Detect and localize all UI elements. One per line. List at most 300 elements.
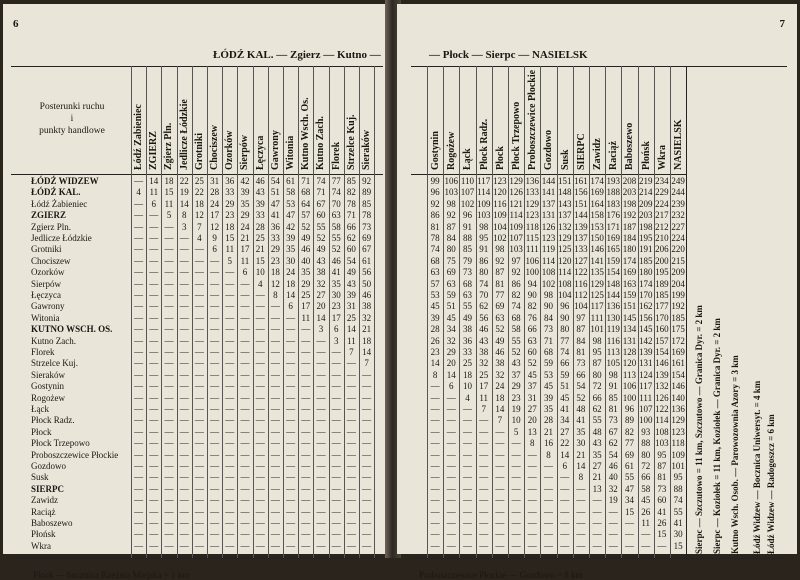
distance-cell: 25: [346, 312, 356, 323]
distance-cell: 14: [286, 290, 296, 300]
distance-cell: 11: [225, 244, 235, 255]
distance-cell: 47: [270, 198, 280, 209]
distance-cell: —: [346, 369, 356, 380]
distance-cell: 144: [541, 176, 556, 186]
distance-cell: —: [479, 449, 489, 460]
distance-cell: —: [149, 472, 159, 483]
distance-cell: —: [446, 529, 456, 540]
distance-cell: —: [430, 529, 440, 540]
station-name: SIERPC: [31, 483, 65, 494]
distance-cell: —: [346, 518, 356, 528]
distance-cell: —: [134, 267, 144, 278]
distance-cell: —: [240, 529, 250, 540]
distance-cell: 189: [655, 278, 669, 289]
distance-cell: 63: [430, 267, 440, 278]
distance-cell: 94: [527, 278, 537, 289]
distance-cell: —: [430, 438, 440, 449]
distance-cell: 116: [574, 278, 588, 289]
station-name: ŁÓDŹ WIDZEW: [31, 176, 99, 186]
distance-cell: 59: [543, 358, 553, 369]
distance-cell: 98: [446, 198, 456, 209]
distance-cell: —: [210, 415, 220, 426]
distance-cell: —: [286, 404, 296, 414]
distance-cell: 55: [673, 506, 683, 517]
distance-cell: 145: [638, 324, 653, 335]
distance-cell: —: [316, 415, 326, 426]
distance-cell: —: [134, 301, 144, 312]
distance-cell: —: [225, 415, 235, 426]
distance-cell: —: [149, 529, 159, 540]
distance-cell: —: [316, 518, 326, 528]
distance-cell: —: [316, 540, 326, 551]
distance-cell: 38: [362, 301, 372, 312]
distance-cell: 8: [546, 449, 551, 460]
distance-cell: 232: [671, 210, 685, 221]
distance-cell: 169: [606, 233, 621, 243]
distance-cell: —: [194, 518, 204, 528]
distance-cell: 14: [560, 449, 570, 460]
distance-cell: 139: [574, 221, 588, 232]
distance-cell: —: [270, 369, 280, 380]
distance-cell: 39: [543, 392, 553, 403]
distance-cell: —: [270, 438, 280, 449]
distance-cell: —: [255, 483, 265, 494]
distance-cell: 6: [212, 244, 217, 255]
distance-cell: —: [316, 472, 326, 483]
distance-cell: —: [346, 472, 356, 483]
distance-cell: —: [331, 483, 341, 494]
distance-cell: 103: [444, 187, 459, 198]
distance-cell: 77: [331, 176, 341, 186]
distance-cell: 69: [446, 267, 456, 278]
distance-cell: —: [301, 529, 311, 540]
distance-cell: —: [240, 381, 250, 392]
distance-cell: —: [179, 518, 189, 528]
distance-cell: —: [255, 415, 265, 426]
distance-cell: 80: [560, 324, 570, 335]
distance-cell: 41: [331, 267, 341, 278]
distance-cell: 18: [286, 278, 296, 289]
distance-cell: 79: [462, 255, 472, 266]
distance-cell: 55: [462, 301, 472, 312]
distance-cell: 4: [197, 233, 202, 243]
distance-cell: —: [149, 404, 159, 414]
distance-cell: —: [316, 369, 326, 380]
distance-cell: 53: [543, 369, 553, 380]
distance-cell: —: [270, 472, 280, 483]
distance-cell: 86: [511, 278, 521, 289]
distance-cell: 87: [446, 221, 456, 232]
distance-cell: —: [511, 461, 521, 471]
distance-cell: —: [194, 483, 204, 494]
distance-cell: 134: [622, 324, 637, 335]
distance-cell: 101: [671, 461, 685, 471]
distance-cell: 19: [179, 187, 189, 198]
distance-cell: 67: [316, 198, 326, 209]
distance-cell: —: [462, 495, 472, 506]
distance-cell: —: [270, 483, 280, 494]
distance-cell: 82: [511, 290, 521, 300]
distance-cell: —: [194, 461, 204, 471]
distance-cell: —: [543, 529, 553, 540]
distance-cell: 185: [671, 312, 685, 323]
distance-cell: —: [179, 324, 189, 335]
distance-cell: —: [179, 244, 189, 255]
distance-cell: 107: [509, 233, 523, 243]
distance-cell: 55: [624, 472, 634, 483]
distance-cell: 116: [606, 335, 620, 346]
distance-cell: —: [430, 449, 440, 460]
distance-cell: 137: [574, 233, 588, 243]
distance-cell: —: [346, 438, 356, 449]
distance-cell: 46: [495, 347, 505, 357]
distance-cell: 157: [655, 335, 669, 346]
distance-cell: —: [301, 381, 311, 392]
distance-cell: —: [286, 347, 296, 357]
distance-cell: 67: [362, 244, 372, 255]
distance-cell: 35: [592, 449, 602, 460]
distance-cell: —: [430, 461, 440, 471]
distance-cell: 8: [530, 438, 535, 449]
distance-cell: 24: [286, 267, 296, 278]
distance-cell: 17: [301, 301, 311, 312]
distance-cell: 54: [270, 176, 280, 186]
distance-cell: —: [194, 255, 204, 266]
distance-cell: 81: [576, 347, 586, 357]
distance-cell: —: [255, 347, 265, 357]
distance-cell: 49: [346, 267, 356, 278]
distance-cell: —: [362, 438, 372, 449]
distance-cell: —: [134, 392, 144, 403]
distance-cell: —: [592, 540, 602, 551]
distance-cell: 11: [240, 255, 250, 266]
distance-cell: —: [255, 449, 265, 460]
distance-cell: 224: [655, 198, 669, 209]
distance-cell: —: [286, 438, 296, 449]
distance-cell: —: [164, 347, 174, 357]
distance-cell: 133: [574, 244, 588, 255]
distance-cell: 69: [362, 233, 372, 243]
distance-cell: 204: [671, 278, 685, 289]
distance-cell: 63: [527, 335, 537, 346]
distance-cell: —: [560, 483, 570, 494]
distance-cell: 33: [225, 187, 235, 198]
distance-cell: 82: [346, 187, 356, 198]
distance-cell: —: [331, 381, 341, 392]
distance-cell: 10: [255, 267, 265, 278]
distance-cell: 62: [346, 233, 356, 243]
distance-cell: 210: [655, 233, 669, 243]
station-name: Witonia: [31, 312, 60, 323]
distance-cell: —: [194, 244, 204, 255]
distance-cell: 35: [240, 198, 250, 209]
distance-cell: —: [179, 540, 189, 551]
distance-cell: —: [462, 540, 472, 551]
distance-cell: —: [446, 495, 456, 506]
distance-cell: —: [149, 290, 159, 300]
distance-cell: —: [225, 347, 235, 357]
distance-cell: 66: [592, 392, 602, 403]
distance-cell: 56: [479, 312, 489, 323]
distance-cell: 200: [655, 255, 669, 266]
distance-cell: 107: [638, 404, 653, 414]
distance-cell: 203: [622, 187, 637, 198]
distance-cell: 111: [590, 312, 604, 323]
side-note: Łódź Widzew — Radogoszcz = 6 km: [766, 414, 777, 555]
distance-cell: —: [255, 426, 265, 437]
distance-cell: —: [270, 301, 280, 312]
distance-cell: 110: [460, 176, 475, 186]
distance-cell: 71: [316, 187, 326, 198]
distance-cell: 118: [671, 438, 685, 449]
distance-cell: —: [346, 540, 356, 551]
distance-cell: 91: [608, 381, 618, 392]
distance-cell: —: [194, 278, 204, 289]
distance-cell: —: [286, 540, 296, 551]
distance-cell: —: [301, 495, 311, 506]
distance-cell: 185: [655, 290, 669, 300]
distance-cell: 13: [592, 483, 602, 494]
distance-cell: —: [194, 404, 204, 414]
distance-cell: 72: [592, 381, 602, 392]
distance-cell: 117: [639, 381, 653, 392]
station-name: Jedlicze Łódzkie: [31, 233, 92, 243]
distance-cell: —: [301, 461, 311, 471]
station-name: Sieraków: [31, 369, 65, 380]
distance-cell: 159: [606, 255, 621, 266]
distance-cell: 170: [638, 290, 653, 300]
table-top-rule: [11, 66, 383, 67]
station-name: Sierpów: [31, 278, 61, 289]
distance-cell: —: [641, 540, 651, 551]
distance-cell: 66: [527, 324, 537, 335]
distance-cell: 11: [641, 518, 651, 528]
distance-cell: 109: [671, 449, 685, 460]
distance-cell: —: [331, 495, 341, 506]
distance-cell: 49: [316, 244, 326, 255]
distance-cell: —: [527, 540, 537, 551]
distance-cell: 20: [446, 358, 456, 369]
distance-cell: —: [210, 529, 220, 540]
table-bottom-rule: [11, 558, 383, 559]
distance-cell: 177: [655, 301, 669, 312]
distance-cell: —: [179, 290, 189, 300]
page-number: 6: [13, 18, 19, 30]
distance-cell: 154: [655, 347, 669, 357]
distance-cell: 169: [671, 347, 685, 357]
distance-cell: 42: [240, 176, 250, 186]
distance-cell: —: [331, 529, 341, 540]
column-header: Kutno Wsch. Os.: [300, 97, 312, 170]
distance-cell: —: [179, 392, 189, 403]
distance-cell: —: [286, 529, 296, 540]
distance-cell: —: [430, 472, 440, 483]
distance-cell: 195: [655, 267, 669, 278]
distance-cell: 18: [495, 392, 505, 403]
distance-cell: 27: [527, 404, 537, 414]
distance-cell: 81: [430, 221, 440, 232]
column-header: Sieraków: [361, 130, 372, 170]
distance-cell: 95: [673, 472, 683, 483]
distance-cell: 47: [624, 483, 634, 494]
distance-cell: 73: [362, 221, 372, 232]
distance-cell: 57: [301, 210, 311, 221]
distance-cell: —: [240, 415, 250, 426]
distance-cell: 203: [638, 210, 653, 221]
distance-cell: 174: [622, 255, 637, 266]
distance-cell: 84: [446, 233, 456, 243]
distance-cell: 3: [333, 335, 339, 346]
column-header: SIERPC: [575, 133, 587, 170]
distance-cell: 122: [574, 267, 588, 278]
distance-cell: —: [316, 335, 326, 346]
distance-cell: —: [240, 540, 250, 551]
distance-cell: —: [286, 358, 296, 369]
distance-cell: 29: [301, 278, 311, 289]
distance-cell: 33: [255, 210, 265, 221]
distance-cell: 34: [446, 324, 456, 335]
distance-cell: —: [511, 506, 521, 517]
distance-cell: 161: [671, 358, 685, 369]
table-bottom-rule: [411, 558, 787, 559]
distance-cell: 85: [346, 176, 356, 186]
distance-cell: 39: [430, 312, 440, 323]
station-name: Chociszew: [31, 255, 71, 266]
distance-cell: —: [149, 233, 159, 243]
distance-cell: —: [346, 495, 356, 506]
distance-cell: 31: [346, 301, 356, 312]
distance-cell: 66: [641, 472, 651, 483]
distance-cell: 80: [479, 267, 489, 278]
distance-cell: 92: [446, 210, 456, 221]
distance-cell: —: [255, 529, 265, 540]
distance-cell: 6: [449, 381, 454, 392]
column-header: Baboszewo: [624, 122, 636, 170]
distance-cell: 60: [527, 347, 537, 357]
distance-cell: —: [164, 335, 174, 346]
column-header: Ozorków: [224, 130, 236, 170]
distance-cell: 74: [479, 278, 489, 289]
distance-cell: 112: [574, 290, 588, 300]
distance-cell: 41: [673, 518, 683, 528]
distance-cell: —: [149, 369, 159, 380]
distance-cell: —: [495, 518, 505, 528]
distance-cell: 76: [527, 312, 537, 323]
distance-cell: —: [240, 404, 250, 414]
distance-cell: 159: [622, 290, 637, 300]
distance-cell: 63: [462, 290, 472, 300]
distance-cell: 198: [622, 198, 637, 209]
station-name: ŁÓDŹ KAL.: [31, 187, 81, 198]
distance-cell: —: [316, 347, 326, 357]
distance-cell: 82: [624, 426, 634, 437]
distance-cell: 84: [543, 312, 553, 323]
distance-cell: —: [134, 358, 144, 369]
distance-cell: —: [179, 506, 189, 517]
distance-cell: —: [301, 347, 311, 357]
distance-cell: 126: [509, 187, 523, 198]
distance-cell: 117: [590, 301, 604, 312]
distance-cell: —: [316, 483, 326, 494]
distance-cell: —: [286, 415, 296, 426]
distance-cell: 120: [622, 358, 637, 369]
distance-cell: 8: [181, 210, 187, 221]
distance-cell: 52: [527, 358, 537, 369]
distance-cell: 71: [543, 335, 553, 346]
distance-cell: —: [179, 449, 189, 460]
distance-cell: 113: [606, 347, 620, 357]
distance-cell: 14: [430, 358, 440, 369]
distance-cell: 60: [346, 244, 356, 255]
distance-cell: 26: [641, 506, 651, 517]
distance-cell: —: [362, 381, 372, 392]
distance-cell: —: [179, 369, 189, 380]
distance-cell: 24: [210, 198, 220, 209]
distance-cell: —: [270, 506, 280, 517]
distance-cell: 58: [641, 483, 651, 494]
distance-cell: 100: [525, 267, 540, 278]
distance-cell: 208: [622, 176, 637, 186]
distance-cell: 139: [655, 369, 669, 380]
distance-cell: —: [149, 495, 159, 506]
distance-cell: —: [134, 415, 144, 426]
distance-cell: 127: [574, 255, 588, 266]
distance-cell: 51: [446, 301, 456, 312]
distance-cell: —: [462, 461, 472, 471]
distance-cell: —: [134, 233, 144, 243]
distance-cell: —: [194, 540, 204, 551]
column-divider: [374, 66, 375, 558]
distance-cell: —: [240, 290, 250, 300]
distance-cell: 58: [511, 324, 521, 335]
distance-cell: —: [270, 392, 280, 403]
distance-cell: 114: [655, 415, 669, 426]
distance-cell: 114: [509, 210, 523, 221]
distance-cell: —: [164, 221, 174, 232]
distance-cell: —: [225, 324, 235, 335]
distance-cell: 46: [255, 176, 265, 186]
distance-cell: 23: [511, 392, 521, 403]
distance-cell: 52: [331, 244, 341, 255]
distance-cell: —: [495, 472, 505, 483]
distance-cell: —: [225, 461, 235, 471]
distance-cell: 95: [592, 347, 602, 357]
distance-cell: 45: [560, 392, 570, 403]
station-name: Płock Radz.: [31, 415, 75, 426]
distance-cell: —: [527, 506, 537, 517]
distance-cell: 249: [671, 176, 685, 186]
distance-cell: —: [331, 540, 341, 551]
distance-cell: —: [179, 255, 189, 266]
distance-cell: 18: [462, 369, 472, 380]
distance-cell: 50: [362, 278, 372, 289]
distance-cell: —: [511, 438, 521, 449]
distance-cell: —: [479, 472, 489, 483]
distance-cell: 174: [590, 176, 604, 186]
distance-cell: —: [210, 461, 220, 471]
distance-cell: —: [134, 381, 144, 392]
distance-cell: —: [149, 301, 159, 312]
distance-cell: 73: [543, 324, 553, 335]
distance-cell: 87: [592, 358, 602, 369]
distance-cell: —: [164, 369, 174, 380]
distance-cell: —: [164, 312, 174, 323]
distance-cell: —: [179, 358, 189, 369]
distance-cell: —: [331, 518, 341, 528]
distance-cell: 4: [257, 278, 263, 289]
distance-cell: 109: [509, 221, 523, 232]
distance-cell: —: [164, 438, 174, 449]
